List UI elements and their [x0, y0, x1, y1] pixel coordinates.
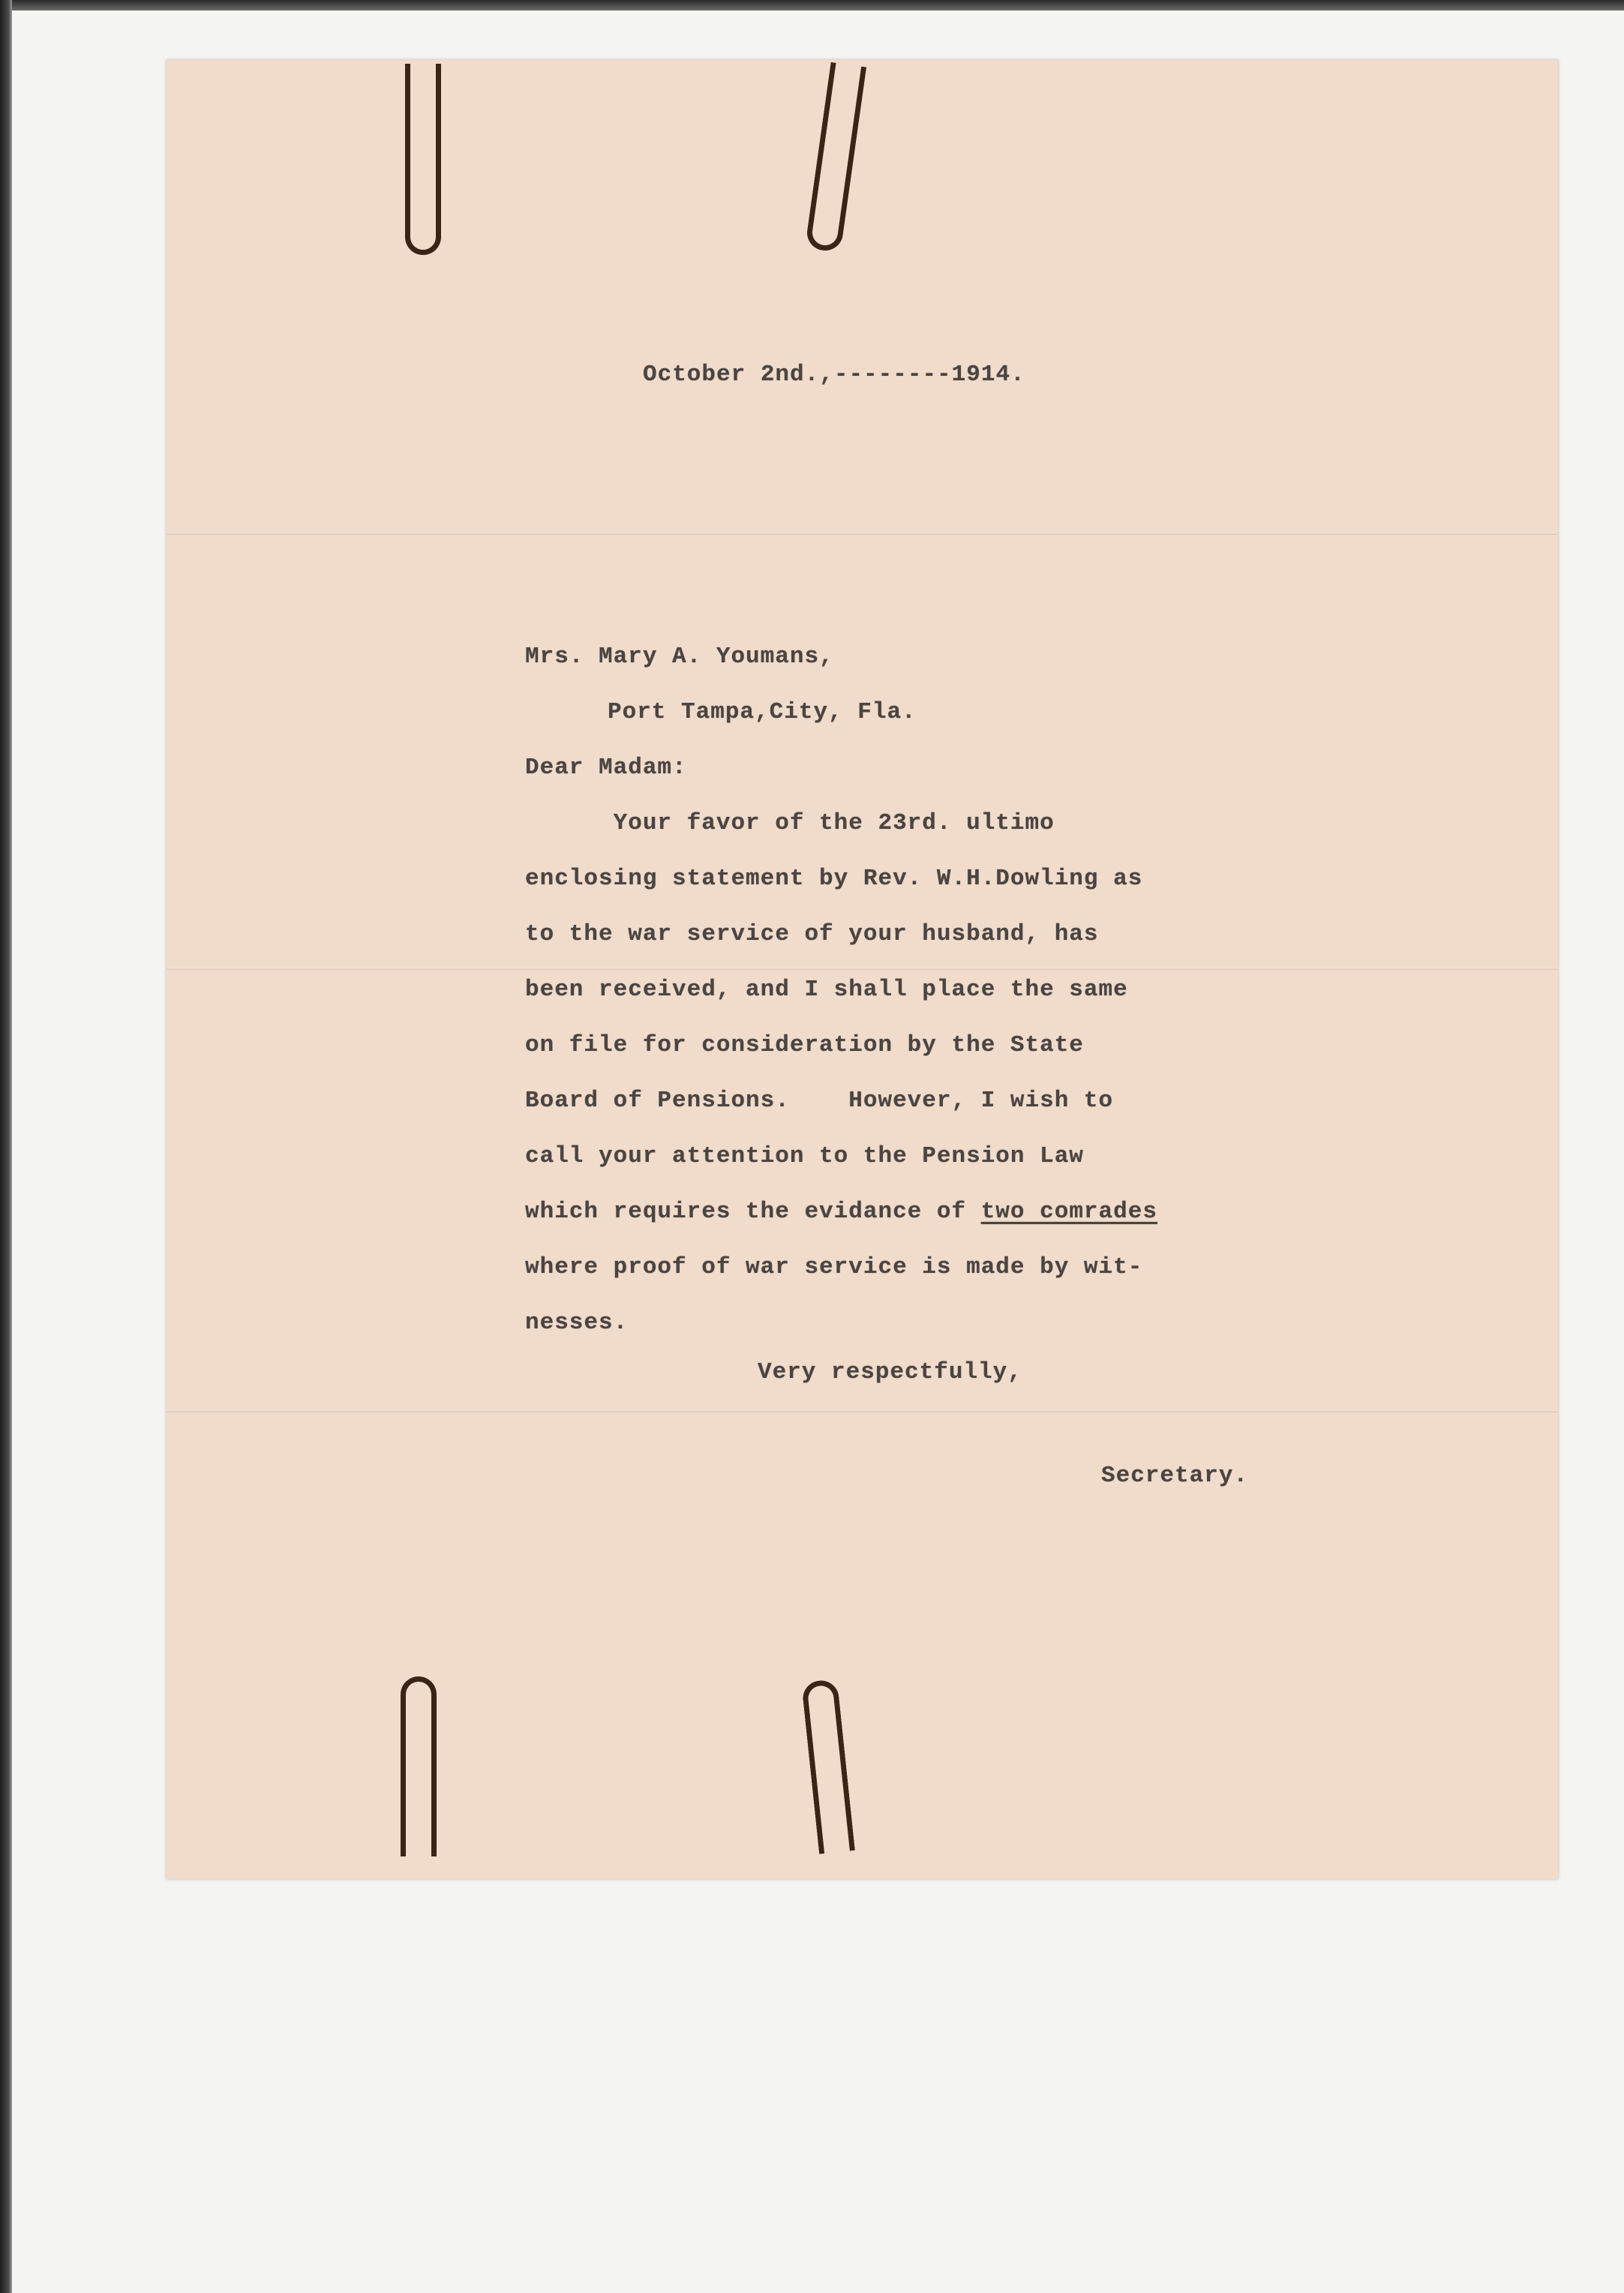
fold-line [167, 533, 1558, 535]
body-line: to the war service of your husband, has [525, 921, 1099, 947]
body-line: been received, and I shall place the same [525, 977, 1128, 1003]
signature-title: Secretary. [1101, 1463, 1249, 1489]
addressee-address: Port Tampa,City, Fla. [608, 699, 917, 725]
fold-line [167, 1410, 1558, 1412]
scan-edge-top [0, 0, 1624, 11]
body-line: call your attention to the Pension Law [525, 1143, 1084, 1169]
closing: Very respectfully, [758, 1359, 1022, 1385]
body-line-text: which requires the evidance of [525, 1199, 981, 1225]
paper-clip-icon [801, 1679, 855, 1854]
body-line: nesses. [525, 1310, 629, 1336]
salutation: Dear Madam: [525, 755, 687, 781]
body-line: Your favor of the 23rd. ultimo [525, 810, 1055, 836]
body-line: Board of Pensions. However, I wish to [525, 1088, 1114, 1114]
letter-page [167, 60, 1558, 1879]
body-line: on file for consideration by the State [525, 1032, 1084, 1058]
addressee-name: Mrs. Mary A. Youmans, [525, 644, 834, 670]
body-line-with-emphasis [525, 1199, 1157, 1225]
paper-clip-icon [405, 64, 441, 255]
letter-date: October 2nd.,--------1914. [643, 362, 1025, 388]
paper-clip-icon [805, 62, 866, 253]
underlined-emphasis: two comrades [980, 1199, 1157, 1225]
body-line: where proof of war service is made by wit- [525, 1254, 1143, 1280]
fold-line [167, 968, 1558, 970]
paper-clip-icon [401, 1676, 437, 1856]
body-line: enclosing statement by Rev. W.H.Dowling as [525, 866, 1143, 892]
scan-edge-left [0, 0, 12, 2293]
